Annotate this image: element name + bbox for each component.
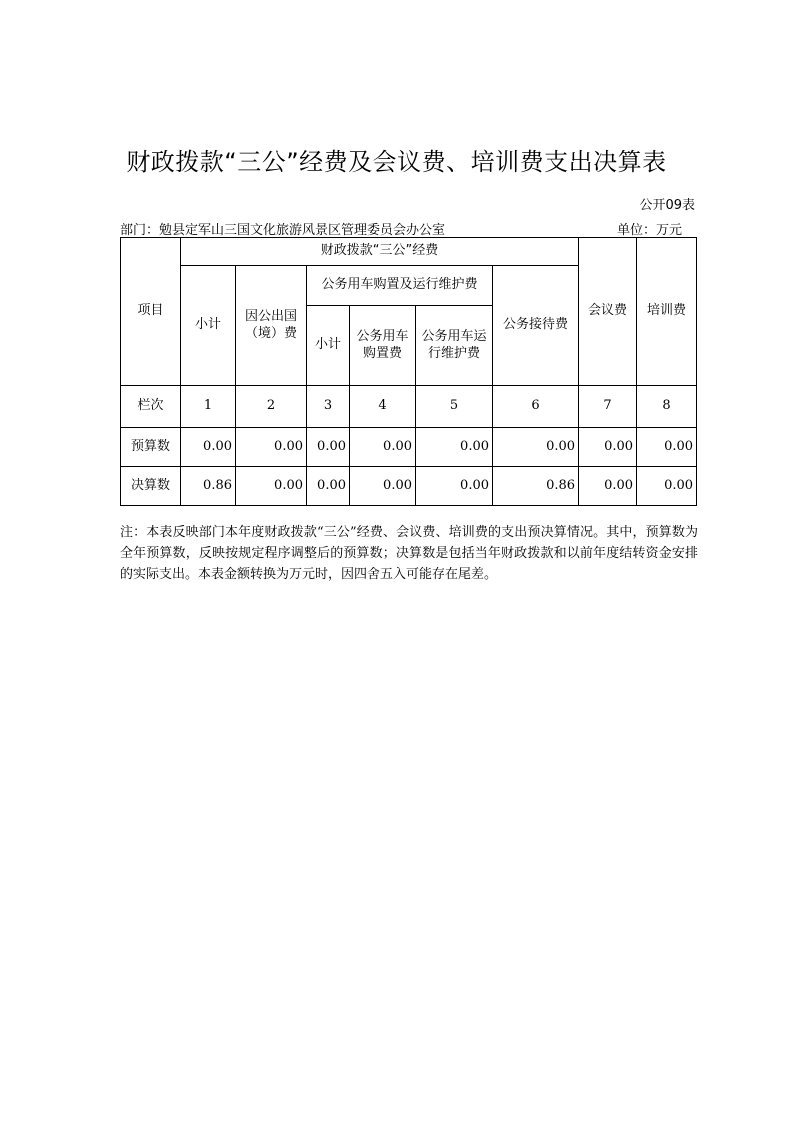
table-cell: 0.00 (416, 467, 493, 506)
header-meeting: 会议费 (579, 238, 637, 386)
row-label: 栏次 (121, 386, 181, 428)
table-row (121, 386, 697, 428)
table-row (121, 467, 697, 506)
row-label: 预算数 (121, 428, 181, 467)
budget-table (120, 237, 697, 506)
table-cell: 0.00 (236, 467, 307, 506)
header-vehicle-operation: 公务用车运行维护费 (416, 306, 493, 386)
table-cell: 6 (493, 386, 579, 428)
table-cell: 3 (307, 386, 350, 428)
table-cell: 0.00 (236, 428, 307, 467)
table-cell: 7 (579, 386, 637, 428)
row-label: 决算数 (121, 467, 181, 506)
table-cell: 0.00 (181, 428, 236, 467)
table-cell: 0.00 (493, 428, 579, 467)
department-label: 部门：勉县定军山三国文化旅游风景区管理委员会办公室 (120, 223, 446, 238)
header-reception: 公务接待费 (493, 266, 579, 386)
header-vehicle-purchase: 公务用车购置费 (350, 306, 416, 386)
table-cell: 5 (416, 386, 493, 428)
table-cell: 0.00 (579, 428, 637, 467)
table-cell: 4 (350, 386, 416, 428)
table-cell: 0.00 (416, 428, 493, 467)
table-cell: 0.00 (637, 428, 697, 467)
header-subtotal: 小计 (181, 266, 236, 386)
table-row (121, 428, 697, 467)
header-vehicle: 公务用车购置及运行维护费 (307, 266, 493, 306)
table-cell: 0.86 (181, 467, 236, 506)
table-cell: 1 (181, 386, 236, 428)
table-cell: 0.00 (637, 467, 697, 506)
table-cell: 0.00 (307, 467, 350, 506)
header-training: 培训费 (637, 238, 697, 386)
header-abroad: 因公出国（境）费 (236, 266, 307, 386)
unit-label: 单位：万元 (616, 223, 682, 238)
header-item: 项目 (121, 238, 181, 386)
page-title: 财政拨款“三公”经费及会议费、培训费支出决算表 (126, 148, 667, 176)
header-vehicle-subtotal: 小计 (307, 306, 350, 386)
form-number: 公开09表 (639, 198, 695, 213)
table-cell: 0.00 (350, 467, 416, 506)
table-cell: 0.86 (493, 467, 579, 506)
header-sangong: 财政拨款“三公”经费 (181, 238, 579, 266)
table-cell: 2 (236, 386, 307, 428)
table-cell: 8 (637, 386, 697, 428)
table-cell: 0.00 (350, 428, 416, 467)
table-cell: 0.00 (579, 467, 637, 506)
footnote: 注：本表反映部门本年度财政拨款“三公”经费、会议费、培训费的支出预决算情况。其中，预算数为全年预算数，反映按规定程序调整后的预算数；决算数是包括当年财政拨款和以前年度结转资金安排的实际支出。本表金额转换为万元时，因四舍五入可能存在尾差。 (120, 525, 698, 582)
table-cell: 0.00 (307, 428, 350, 467)
